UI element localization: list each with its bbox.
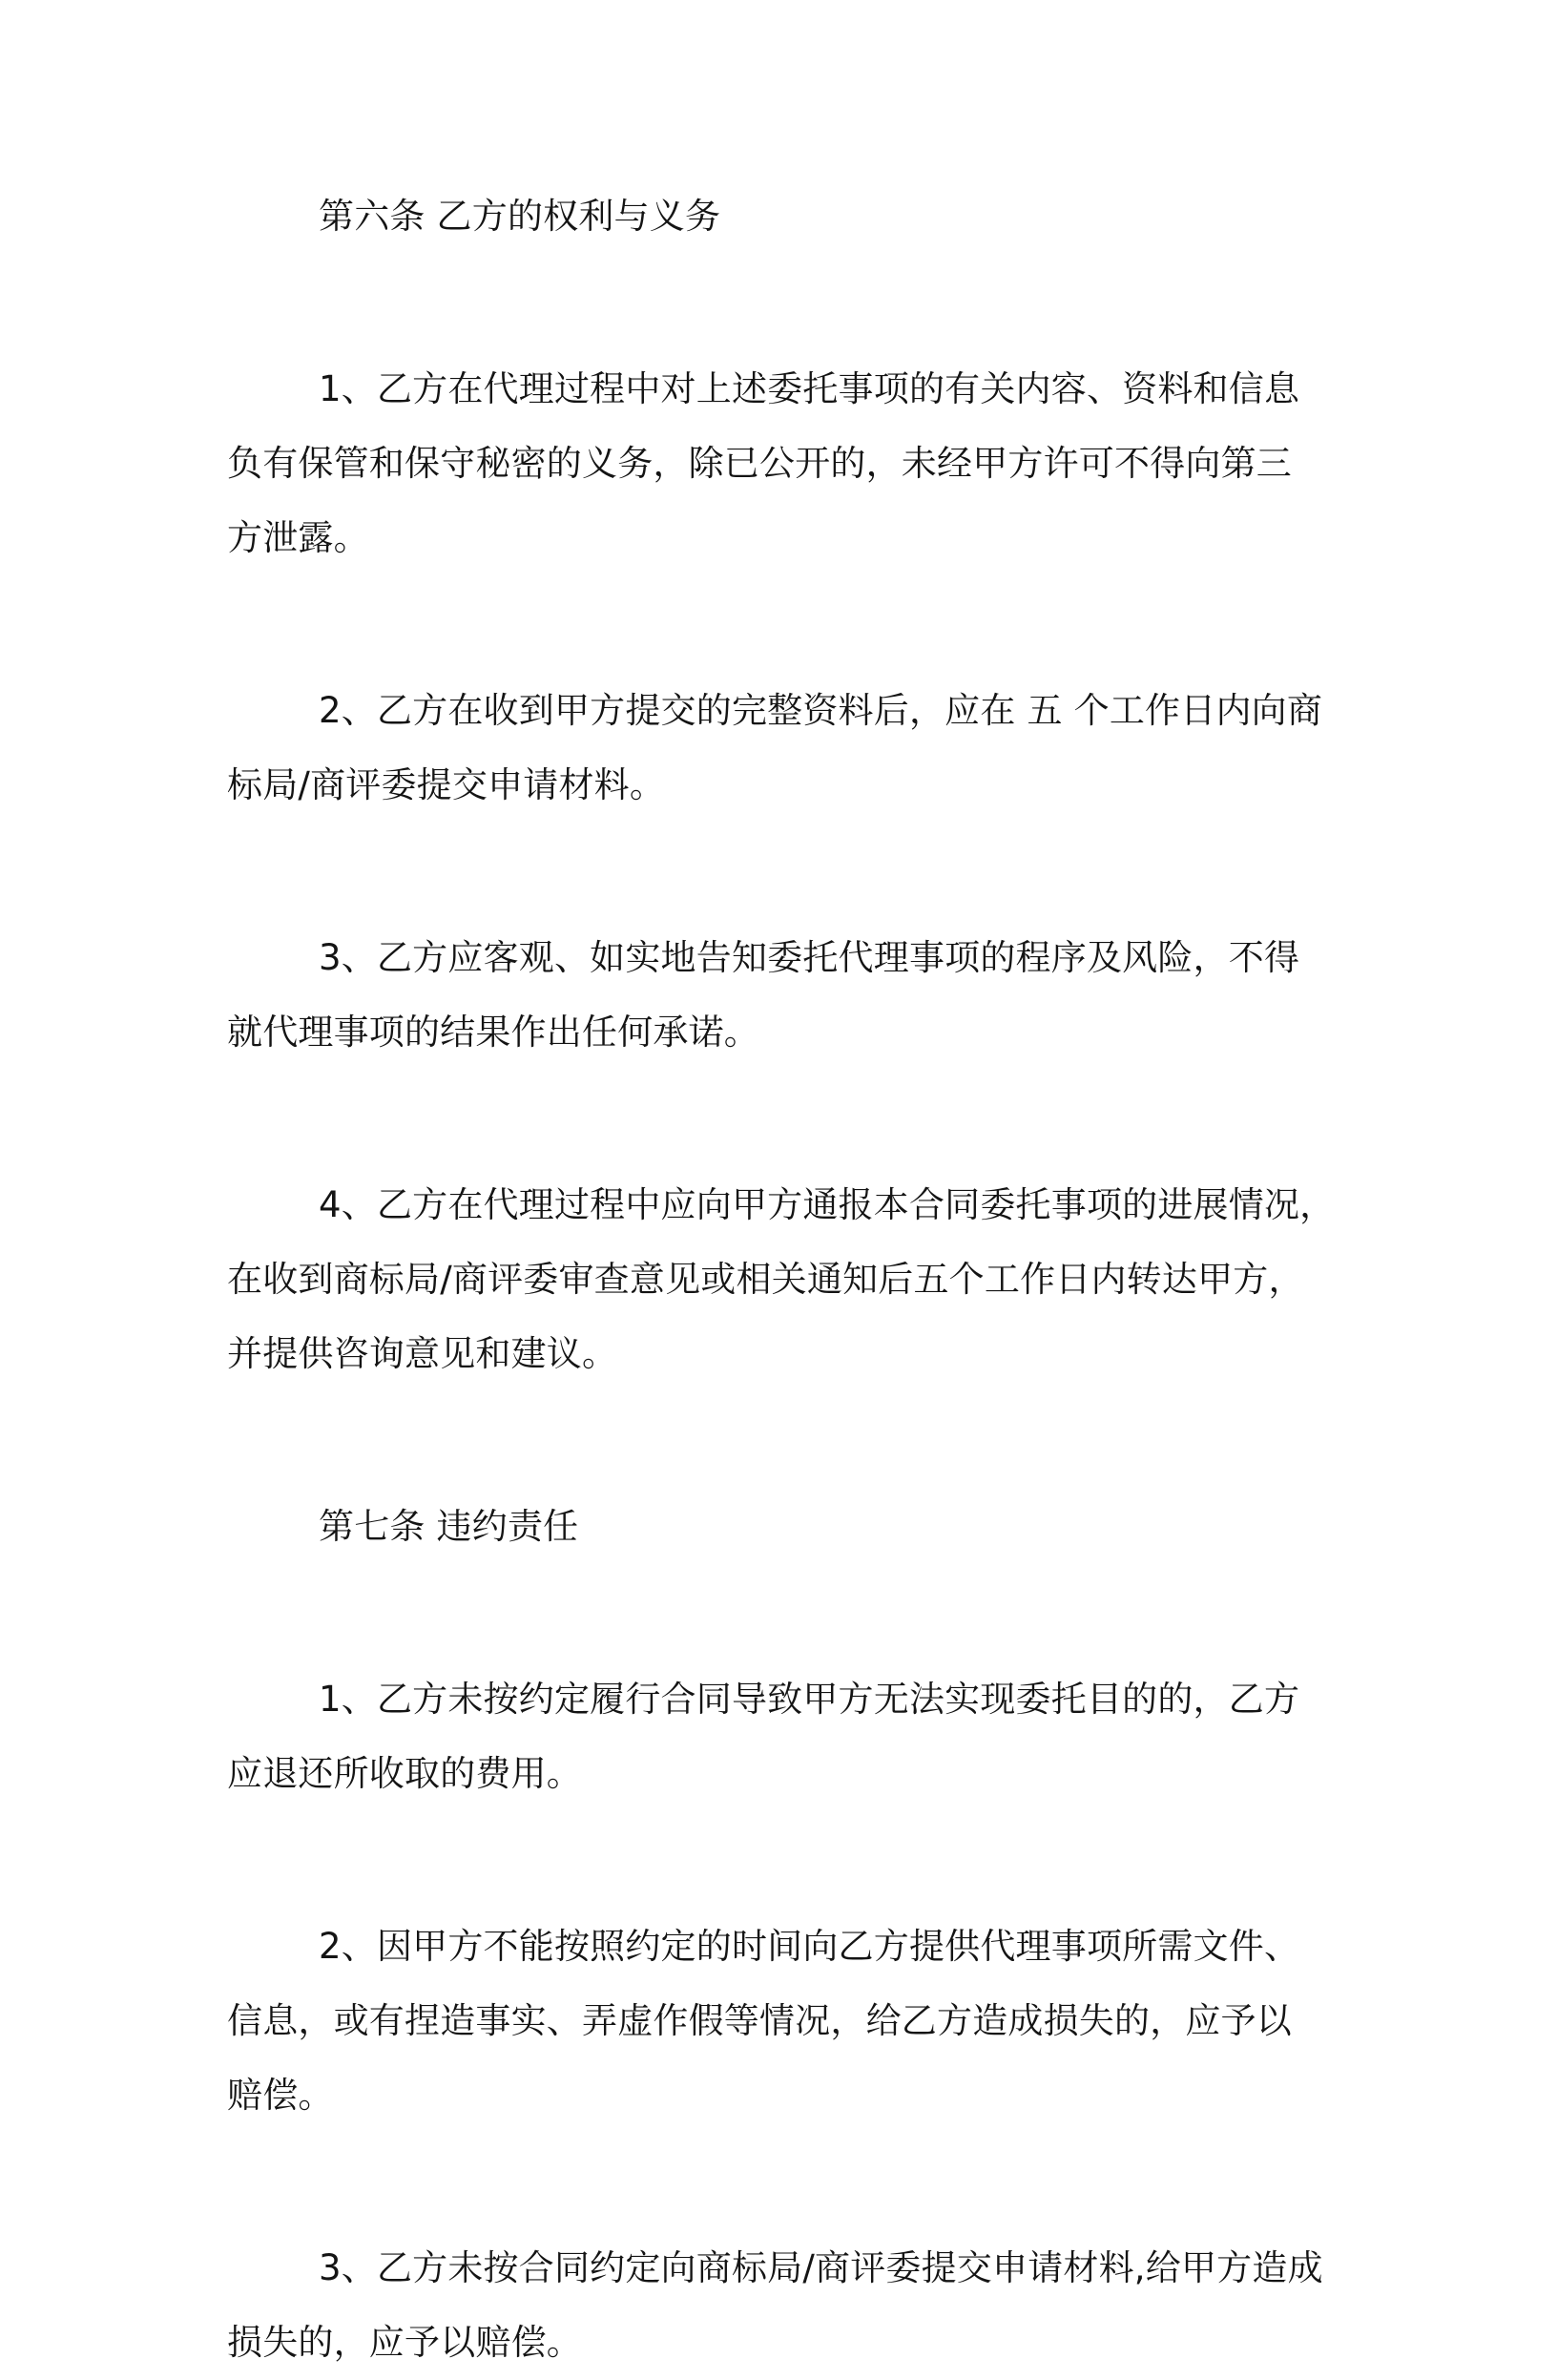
clause-line: 并提供咨询意见和建议。	[227, 1333, 618, 1374]
clause-line: 1、乙方在代理过程中对上述委托事项的有关内容、资料和信息	[319, 368, 1300, 409]
clause-7-3	[227, 2231, 1334, 2380]
clause-line: 4、乙方在代理过程中应向甲方通报本合同委托事项的进展情况，	[319, 1184, 1336, 1225]
section-6	[227, 179, 1334, 1490]
clause-line: 2、因甲方不能按照约定的时间向乙方提供代理事项所需文件、	[319, 1926, 1300, 1967]
clause-line: 标局/商评委提交申请材料。	[227, 764, 666, 805]
section-7	[227, 1490, 1334, 2380]
clause-line: 损失的，应予以赔偿。	[227, 2322, 582, 2363]
clause-7-1	[227, 1662, 1334, 1811]
clause-line: 2、乙方在收到甲方提交的完整资料后，应在 五 个工作日内向商	[319, 690, 1323, 731]
clause-line: 赔偿。	[227, 2075, 334, 2116]
clause-6-3	[227, 921, 1334, 1070]
clause-line: 1、乙方未按约定履行合同导致甲方无法实现委托目的的，乙方	[319, 1679, 1300, 1720]
clause-line: 负有保管和保守秘密的义务，除已公开的，未经甲方许可不得向第三	[227, 443, 1292, 484]
section-heading: 第七条 违约责任	[319, 1506, 579, 1547]
section-heading: 第六条 乙方的权利与义务	[319, 196, 721, 237]
clause-6-1	[227, 352, 1334, 575]
clause-line: 就代理事项的结果作出任何承诺。	[227, 1012, 759, 1053]
clause-6-4	[227, 1168, 1334, 1391]
clause-line: 信息，或有捏造事实、弄虚作假等情况，给乙方造成损失的，应予以	[227, 2000, 1292, 2041]
clause-6-2	[227, 674, 1334, 823]
clause-line: 在收到商标局/商评委审查意见或相关通知后五个工作日内转达甲方，	[227, 1259, 1304, 1300]
clause-line: 方泄露。	[227, 517, 369, 558]
clause-line: 应退还所收取的费用。	[227, 1753, 582, 1794]
clause-line: 3、乙方未按合同约定向商标局/商评委提交申请材料,给甲方造成	[319, 2247, 1323, 2288]
clause-line: 3、乙方应客观、如实地告知委托代理事项的程序及风险，不得	[319, 937, 1300, 978]
clause-7-2	[227, 1910, 1334, 2133]
document-body	[227, 179, 1334, 2380]
